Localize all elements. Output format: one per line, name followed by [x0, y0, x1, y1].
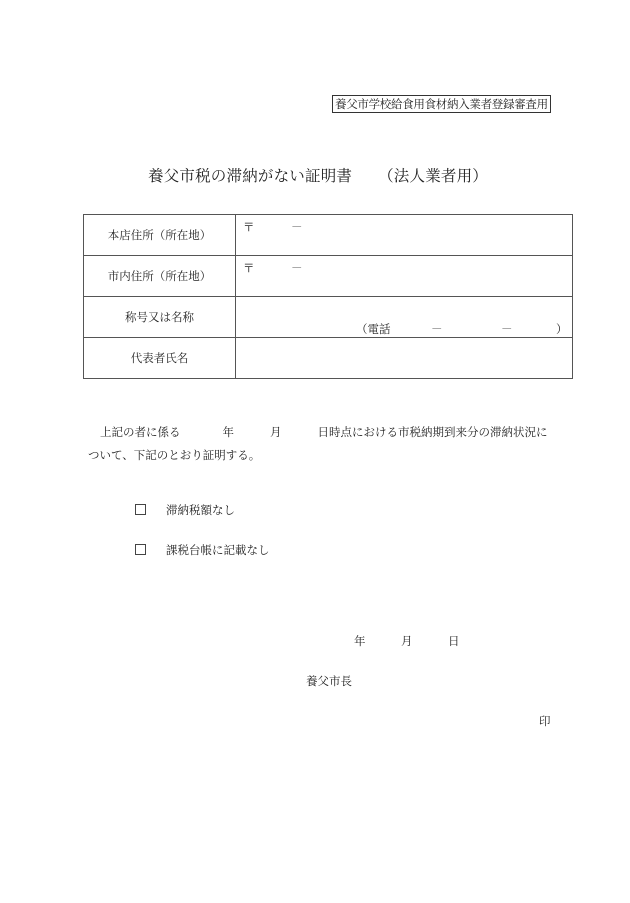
statement-line-2: ついて、下記のとおり証明する。: [88, 448, 261, 462]
label-local-address: 市内住所（所在地）: [84, 256, 236, 297]
label-head-office-address: 本店住所（所在地）: [84, 215, 236, 256]
option-not-in-tax-ledger[interactable]: 課税台帳に記載なし: [135, 542, 270, 558]
postal-mark: 〒: [243, 261, 255, 275]
postal-mark: 〒: [243, 220, 255, 234]
phone-dash-1: －: [431, 322, 443, 336]
title-main: 養父市税の滞納がない証明書: [148, 167, 353, 185]
seal-mark: 印: [539, 714, 551, 728]
label-representative-name: 代表者氏名: [84, 338, 236, 379]
field-representative-name[interactable]: [236, 338, 573, 379]
title-sub: （法人業者用）: [378, 167, 489, 185]
checkbox-not-in-tax-ledger[interactable]: [135, 544, 146, 555]
certification-statement: [88, 421, 548, 467]
statement-month: 月: [270, 425, 282, 439]
phone-dash-2: －: [501, 322, 513, 336]
field-local-address[interactable]: [236, 256, 573, 297]
issuer-title: 養父市長: [306, 674, 352, 688]
phone-close: ）: [556, 322, 568, 336]
table-row-head-office: [84, 215, 573, 256]
issue-day: 日: [448, 634, 460, 648]
statement-line-1: 上記の者に係る 年 月 日時点における市税納期到来分の滞納状況に: [100, 425, 548, 439]
phone-open: （電話: [356, 322, 391, 336]
table-row-local-address: [84, 256, 573, 297]
applicant-info-table: [83, 214, 573, 379]
table-row-representative: [84, 338, 573, 379]
postal-dash: －: [291, 261, 303, 275]
table-row-company-name: [84, 297, 573, 338]
label-company-name: 称号又は名称: [84, 297, 236, 338]
option-no-delinquent-tax[interactable]: 滞納税額なし: [135, 502, 235, 518]
form-purpose-tag: 養父市学校給食用食材納入業者登録審査用: [332, 95, 551, 113]
checkbox-no-delinquent-tax[interactable]: [135, 504, 146, 515]
issue-year: 年: [354, 634, 366, 648]
statement-year: 年: [222, 425, 234, 439]
field-company-name[interactable]: [236, 297, 573, 338]
postal-dash: －: [291, 220, 303, 234]
field-head-office-address[interactable]: [236, 215, 573, 256]
issue-month: 月: [401, 634, 413, 648]
document-title: [148, 164, 488, 186]
